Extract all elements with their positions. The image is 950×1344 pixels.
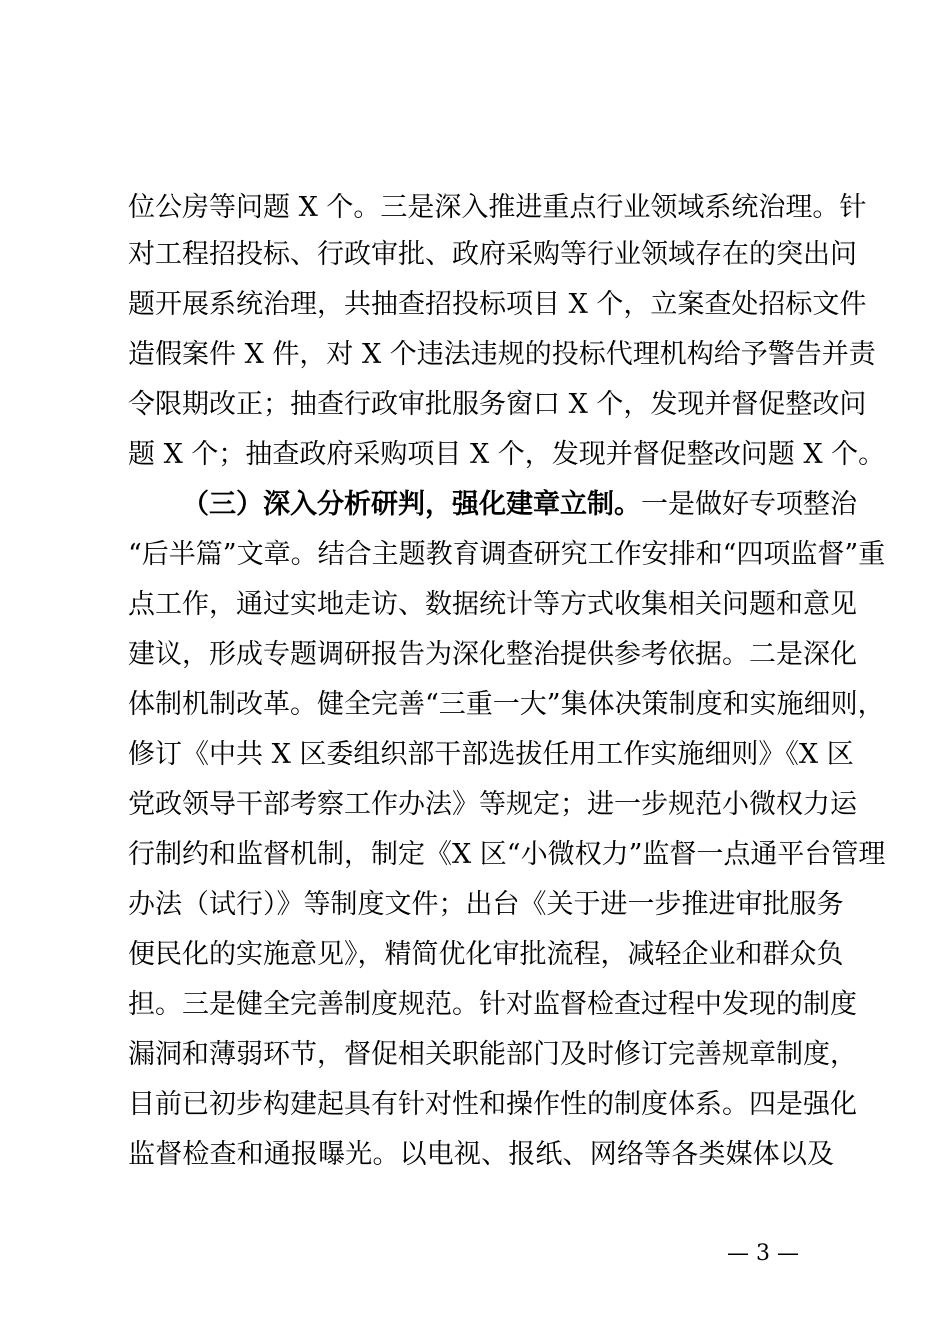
body-text-line: 点工作，通过实地走访、数据统计等方式收集相关问题和意见 bbox=[128, 589, 857, 620]
body-text-line: 行制约和监督机制，制定《X 区“小微权力”监督一点通平台管理 bbox=[128, 839, 886, 870]
section-first-line bbox=[182, 480, 857, 530]
page-number: — 3 — bbox=[727, 1241, 799, 1266]
body-text-line: 党政领导干部考察工作办法》等规定；进一步规范小微权力运 bbox=[128, 789, 857, 820]
body-text-line: 位公房等问题 X 个。三是深入推进重点行业领域系统治理。针 bbox=[128, 192, 867, 223]
body-text-line: 题开展系统治理，共抽查招投标项目 X 个，立案查处招标文件 bbox=[128, 289, 867, 320]
body-text-line: 目前已初步构建起具有针对性和操作性的制度体系。四是强化 bbox=[128, 1089, 857, 1120]
body-text-line: 令限期改正；抽查行政审批服务窗口 X 个，发现并督促整改问 bbox=[128, 389, 867, 420]
body-text-line: 担。三是健全完善制度规范。针对监督检查过程中发现的制度 bbox=[128, 989, 857, 1020]
section-first-line-text: 一是做好专项整治 bbox=[641, 489, 857, 520]
body-text-line: 体制机制改革。健全完善“三重一大”集体决策制度和实施细则， bbox=[128, 689, 885, 720]
body-text-line: 题 X 个；抽查政府采购项目 X 个，发现并督促整改问题 X 个。 bbox=[128, 439, 886, 470]
body-text-line: 漏洞和薄弱环节，督促相关职能部门及时修订完善规章制度， bbox=[128, 1039, 857, 1070]
body-text-line: “后半篇”文章。结合主题教育调查研究工作安排和“四项监督”重 bbox=[128, 539, 886, 570]
body-text-line: 建议，形成专题调研报告为深化整治提供参考依据。二是深化 bbox=[128, 639, 857, 670]
body-text-line: 造假案件 X 件，对 X 个违法违规的投标代理机构给予警告并责 bbox=[128, 339, 876, 370]
body-text-line: 便民化的实施意见》，精简优化审批流程，减轻企业和群众负 bbox=[128, 939, 844, 970]
section-heading: （三）深入分析研判，强化建章立制。 bbox=[182, 489, 641, 520]
body-text-line: 对工程招投标、行政审批、政府采购等行业领域存在的突出问 bbox=[128, 239, 857, 270]
body-text-line: 修订《中共 X 区委组织部干部选拔任用工作实施细则》《X 区 bbox=[128, 739, 854, 770]
body-text-line: 监督检查和通报曝光。以电视、报纸、网络等各类媒体以及 bbox=[128, 1139, 834, 1170]
body-text-line: 办法（试行）》等制度文件；出台《关于进一步推进审批服务 bbox=[128, 889, 844, 920]
